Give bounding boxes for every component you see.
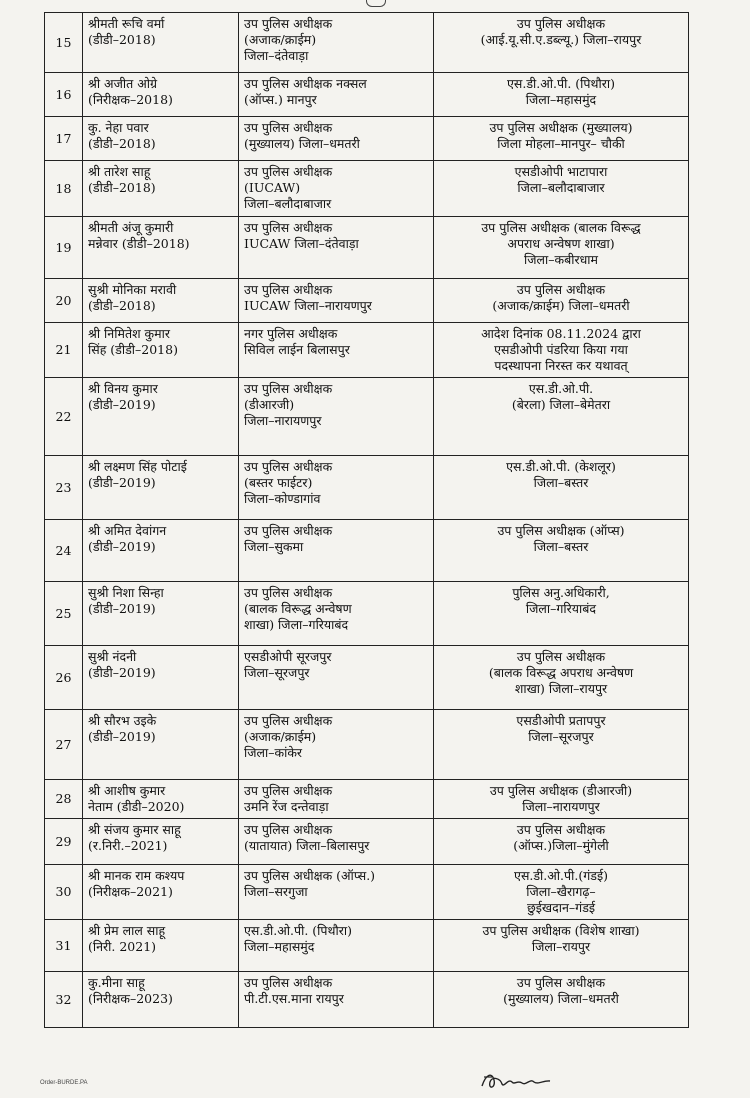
table-row: [45, 972, 689, 1028]
current-posting-cell: उप पुलिस अधीक्षक IUCAW जिला–दंतेवाड़ा: [239, 217, 434, 279]
officer-name-cell: श्री अमित देवांगन (डीडी–2019): [83, 520, 239, 582]
serial-number-cell: 18: [45, 161, 83, 217]
table-row: [45, 780, 689, 819]
current-posting-cell: उप पुलिस अधीक्षक (बस्तर फाईटर) जिला–कोण्डागांव: [239, 456, 434, 520]
officer-name-cell: श्रीमती अंजू कुमारी मन्नेवार (डीडी–2018): [83, 217, 239, 279]
serial-number-cell: 28: [45, 780, 83, 819]
officer-name-cell: श्री विनय कुमार (डीडी–2019): [83, 378, 239, 456]
officer-name-cell: सुश्री निशा सिन्हा (डीडी–2019): [83, 582, 239, 646]
table-row: [45, 117, 689, 161]
new-posting-cell: आदेश दिनांक 08.11.2024 द्वारा एसडीओपी पंडरिया किया गया पदस्थापना निरस्त कर यथावत्: [434, 323, 689, 378]
current-posting-cell: उप पुलिस अधीक्षक (अजाक/क्राईम) जिला–कांकेर: [239, 710, 434, 780]
current-posting-cell: उप पुलिस अधीक्षक (डीआरजी) जिला–नारायणपुर: [239, 378, 434, 456]
serial-number-cell: 25: [45, 582, 83, 646]
serial-number-cell: 19: [45, 217, 83, 279]
officer-name-cell: सुश्री मोनिका मरावी (डीडी–2018): [83, 279, 239, 323]
officer-name-cell: श्री संजय कुमार साहू (र.निरी.–2021): [83, 819, 239, 865]
current-posting-cell: एस.डी.ओ.पी. (पिथौरा) जिला–महासमुंद: [239, 920, 434, 972]
new-posting-cell: उप पुलिस अधीक्षक (अजाक/क्राईम) जिला–धमतरी: [434, 279, 689, 323]
table-row: [45, 865, 689, 920]
serial-number-cell: 29: [45, 819, 83, 865]
table-row: [45, 323, 689, 378]
serial-number-cell: 32: [45, 972, 83, 1028]
table-row: [45, 920, 689, 972]
table-row: [45, 819, 689, 865]
current-posting-cell: नगर पुलिस अधीक्षक सिविल लाईन बिलासपुर: [239, 323, 434, 378]
serial-number-cell: 30: [45, 865, 83, 920]
serial-number-cell: 17: [45, 117, 83, 161]
officer-name-cell: श्री प्रेम लाल साहू (निरी. 2021): [83, 920, 239, 972]
officer-name-cell: श्री सौरभ उइके (डीडी–2019): [83, 710, 239, 780]
current-posting-cell: उप पुलिस अधीक्षक IUCAW जिला–नारायणपुर: [239, 279, 434, 323]
current-posting-cell: उप पुलिस अधीक्षक जिला–सुकमा: [239, 520, 434, 582]
new-posting-cell: उप पुलिस अधीक्षक (मुख्यालय) जिला मोहला–मानपुर– चौकी: [434, 117, 689, 161]
new-posting-cell: एसडीओपी भाटापारा जिला–बलौदाबाजार: [434, 161, 689, 217]
current-posting-cell: उप पुलिस अधीक्षक उमनि रेंज दन्तेवाड़ा: [239, 780, 434, 819]
officer-name-cell: सुश्री नंदनी (डीडी–2019): [83, 646, 239, 710]
footer-order-code: Order-BURDE.PA: [40, 1080, 88, 1086]
new-posting-cell: उप पुलिस अधीक्षक (मुख्यालय) जिला–धमतरी: [434, 972, 689, 1028]
table-body: [45, 13, 689, 1028]
officer-name-cell: कु.मीना साहू (निरीक्षक–2023): [83, 972, 239, 1028]
table-row: [45, 710, 689, 780]
officer-name-cell: श्री मानक राम कश्यप (निरीक्षक–2021): [83, 865, 239, 920]
serial-number-cell: 20: [45, 279, 83, 323]
new-posting-cell: एस.डी.ओ.पी.(गंडई) जिला–खैरागढ़– छुईखदान–गंडई: [434, 865, 689, 920]
new-posting-cell: एस.डी.ओ.पी. (पिथौरा) जिला–महासमुंद: [434, 73, 689, 117]
current-posting-cell: उप पुलिस अधीक्षक पी.टी.एस.माना रायपुर: [239, 972, 434, 1028]
table-row: [45, 73, 689, 117]
officer-name-cell: श्री निमितेश कुमार सिंह (डीडी–2018): [83, 323, 239, 378]
officer-name-cell: कु. नेहा पवार (डीडी–2018): [83, 117, 239, 161]
new-posting-cell: उप पुलिस अधीक्षक (आई.यू.सी.ए.डब्ल्यू.) जिला–रायपुर: [434, 13, 689, 73]
table-row: [45, 217, 689, 279]
current-posting-cell: उप पुलिस अधीक्षक (ऑप्स.) जिला–सरगुजा: [239, 865, 434, 920]
current-posting-cell: उप पुलिस अधीक्षक नक्सल (ऑप्स.) मानपुर: [239, 73, 434, 117]
officer-name-cell: श्री आशीष कुमार नेताम (डीडी–2020): [83, 780, 239, 819]
current-posting-cell: उप पुलिस अधीक्षक (मुख्यालय) जिला–धमतरी: [239, 117, 434, 161]
new-posting-cell: उप पुलिस अधीक्षक (बालक विरूद्ध अपराध अन्वेषण शाखा) जिला–रायपुर: [434, 646, 689, 710]
current-posting-cell: उप पुलिस अधीक्षक (यातायात) जिला–बिलासपुर: [239, 819, 434, 865]
new-posting-cell: उप पुलिस अधीक्षक (ऑप्स) जिला–बस्तर: [434, 520, 689, 582]
serial-number-cell: 15: [45, 13, 83, 73]
serial-number-cell: 21: [45, 323, 83, 378]
officer-name-cell: श्री तारेश साहू (डीडी–2018): [83, 161, 239, 217]
current-posting-cell: एसडीओपी सूरजपुर जिला–सूरजपुर: [239, 646, 434, 710]
new-posting-cell: एस.डी.ओ.पी. (केशलूर) जिला–बस्तर: [434, 456, 689, 520]
table-row: [45, 378, 689, 456]
serial-number-cell: 31: [45, 920, 83, 972]
officer-name-cell: श्री अजीत ओग्रे (निरीक्षक–2018): [83, 73, 239, 117]
serial-number-cell: 24: [45, 520, 83, 582]
signature: [478, 1068, 568, 1094]
serial-number-cell: 16: [45, 73, 83, 117]
serial-number-cell: 27: [45, 710, 83, 780]
new-posting-cell: एसडीओपी प्रतापपुर जिला–सूरजपुर: [434, 710, 689, 780]
table-row: [45, 279, 689, 323]
page-number-mark: [366, 0, 386, 7]
serial-number-cell: 26: [45, 646, 83, 710]
new-posting-cell: एस.डी.ओ.पी. (बेरला) जिला–बेमेतरा: [434, 378, 689, 456]
new-posting-cell: उप पुलिस अधीक्षक (डीआरजी) जिला–नारायणपुर: [434, 780, 689, 819]
table-row: [45, 646, 689, 710]
transfer-order-table: [44, 12, 689, 1028]
serial-number-cell: 23: [45, 456, 83, 520]
table-row: [45, 161, 689, 217]
new-posting-cell: पुलिस अनु.अधिकारी, जिला–गरियाबंद: [434, 582, 689, 646]
table-row: [45, 520, 689, 582]
current-posting-cell: उप पुलिस अधीक्षक (बालक विरूद्ध अन्वेषण शाखा) जिला–गरियाबंद: [239, 582, 434, 646]
new-posting-cell: उप पुलिस अधीक्षक (विशेष शाखा) जिला–रायपुर: [434, 920, 689, 972]
current-posting-cell: उप पुलिस अधीक्षक (IUCAW) जिला–बलौदाबाजार: [239, 161, 434, 217]
officer-name-cell: श्रीमती रूचि वर्मा (डीडी–2018): [83, 13, 239, 73]
current-posting-cell: उप पुलिस अधीक्षक (अजाक/क्राईम) जिला–दंतेवाड़ा: [239, 13, 434, 73]
officer-name-cell: श्री लक्ष्मण सिंह पोटाई (डीडी–2019): [83, 456, 239, 520]
new-posting-cell: उप पुलिस अधीक्षक (बालक विरूद्ध अपराध अन्वेषण शाखा) जिला–कबीरधाम: [434, 217, 689, 279]
table-row: [45, 13, 689, 73]
table-row: [45, 456, 689, 520]
new-posting-cell: उप पुलिस अधीक्षक (ऑप्स.)जिला–मुंगेली: [434, 819, 689, 865]
table-row: [45, 582, 689, 646]
serial-number-cell: 22: [45, 378, 83, 456]
